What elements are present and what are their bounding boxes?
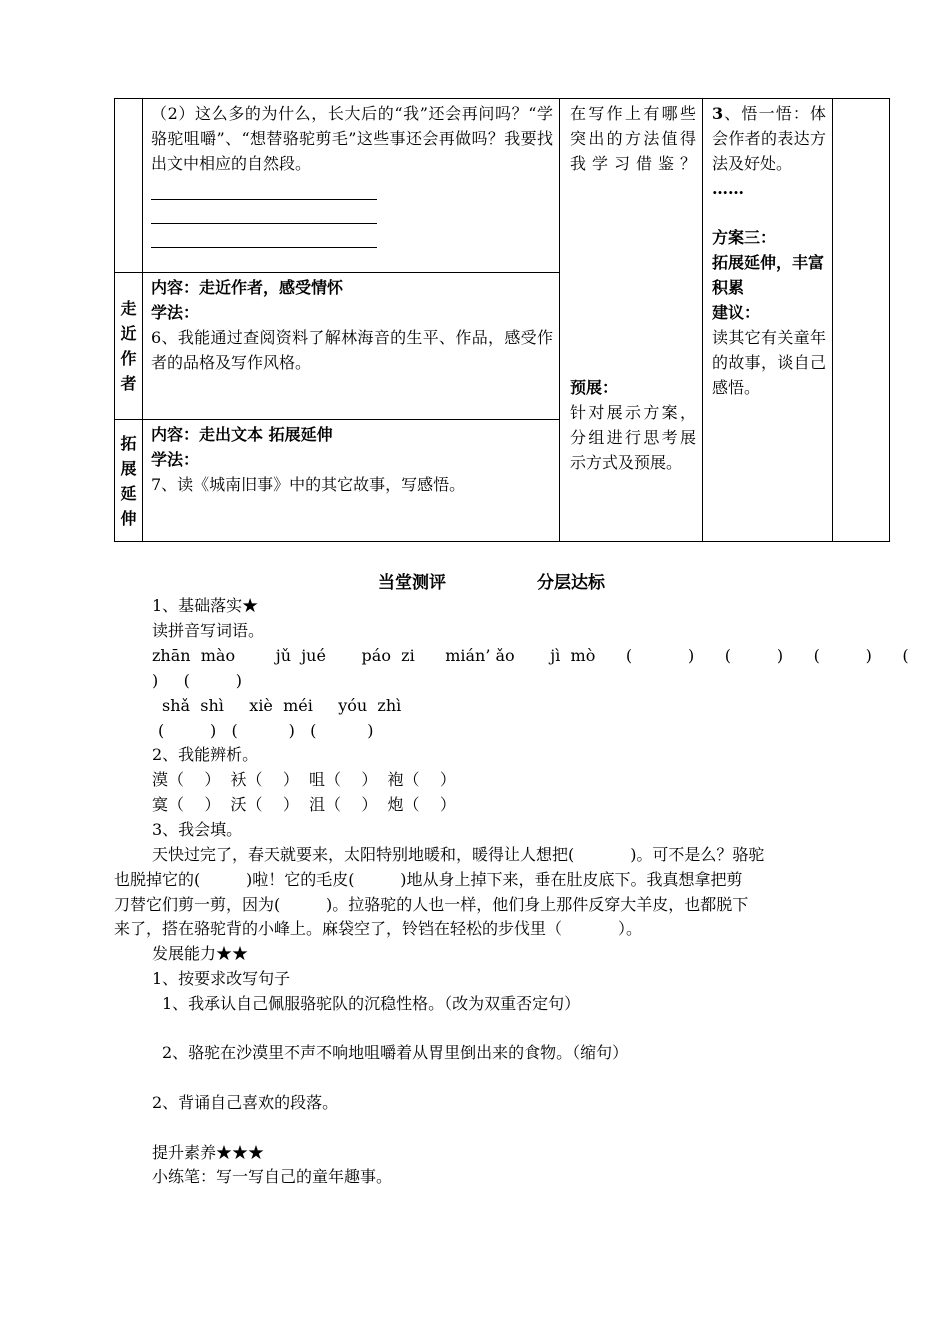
fill-paragraph-line-4: 来了，搭在骆驼背的小峰上。麻袋空了，铃铛在轻松的步伐里（ ）。 — [114, 919, 642, 938]
plan-three-title: 拓展延伸，丰富积累 — [712, 253, 825, 297]
pinyin-line-1: zhān mào jǔ jué páo zi mián’ ǎo jì mò ( ) ( ) ( ) ( — [152, 646, 909, 665]
plan-three-label: 方案三： — [712, 228, 777, 247]
row2-method-label: 学法： — [151, 303, 200, 322]
fill-heading: 3、我会填。 — [152, 820, 243, 839]
test-title-left: 当堂测评 — [378, 573, 446, 593]
realize-item: 3、悟一悟：体会作者的表达方法及好处。 — [712, 104, 826, 173]
recite-item: 2、背诵自己喜欢的段落。 — [152, 1093, 339, 1112]
practice-writing: 小练笔：写一写自己的童年趣事。 — [152, 1167, 393, 1186]
pinyin-instruction: 读拼音写词语。 — [152, 621, 265, 640]
fill-paragraph-line-1: 天快过完了，春天就要来，太阳特别地暖和，暖得让人想把( )。可不是么？骆驼 — [152, 845, 765, 864]
develop-heading: 发展能力★★ — [152, 944, 249, 963]
basic-heading: 1、基础落实★ — [152, 596, 259, 615]
preview-label: 预展： — [570, 378, 619, 397]
row3-content-cell — [143, 420, 560, 542]
writing-method-cell — [560, 99, 703, 542]
row3-method-label: 学法： — [151, 450, 200, 469]
suggestion-text: 读其它有关童年的故事，谈自己感悟。 — [712, 328, 826, 397]
distinguish-heading: 2、我能辨析。 — [152, 745, 259, 764]
answer-line-1[interactable] — [151, 176, 377, 200]
question-2-text: （2）这么多的为什么，长大后的“我”还会再问吗？“学骆驼咀嚼”、“想替骆驼剪毛”这些事还会再做吗？我要找出文中相应的自然段。 — [151, 104, 553, 173]
row2-content-label: 内容：走近作者，感受情怀 — [151, 278, 344, 297]
fill-paragraph-line-2: 也脱掉它的( )啦！它的毛皮( )地从身上掉下来，垂在肚皮底下。我真想拿把剪 — [114, 870, 743, 889]
rewrite-item-1: 1、我承认自己佩服骆驼队的沉稳性格。（改为双重否定句） — [162, 994, 581, 1013]
pinyin-line-1-wrap: ) ( ) — [152, 671, 242, 690]
improve-heading: 提升素养★★★ — [152, 1143, 265, 1162]
fill-paragraph-line-3: 刀替它们剪一剪，因为( )。拉骆驼的人也一样，他们身上那件反穿大羊皮，也都脱下 — [114, 895, 749, 914]
suggestion-label: 建议： — [712, 303, 761, 322]
side-cell-blank — [115, 99, 143, 273]
row3-content-label: 内容：走出文本 拓展延伸 — [151, 425, 333, 444]
row3-item-7: 7、读《城南旧事》中的其它故事，写感悟。 — [151, 475, 466, 494]
pinyin-line-2: shǎ shì xiè méi yóu zhì — [162, 696, 402, 715]
row2-content-cell — [143, 273, 560, 420]
rewrite-heading: 1、按要求改写句子 — [152, 969, 291, 988]
empty-column-cell — [833, 99, 890, 542]
answer-line-3[interactable] — [151, 224, 377, 248]
ellipsis: …… — [712, 179, 744, 198]
test-title-right: 分层达标 — [537, 573, 605, 593]
writing-question: 在写作上有哪些突出的方法值得我学习借鉴？ — [570, 104, 696, 173]
answer-line-2[interactable] — [151, 200, 377, 224]
distinguish-row-1: 漠（ ） 袄（ ） 咀（ ） 袍（ ） — [152, 770, 456, 789]
side-label-approach-author: 走近作者 — [115, 273, 143, 420]
plan-three-cell — [703, 99, 833, 542]
lesson-table — [114, 98, 890, 542]
side-label-extend: 拓展延伸 — [115, 420, 143, 542]
row1-content-cell — [143, 99, 560, 273]
row2-item-6: 6、我能通过查阅资料了解林海音的生平、作品，感受作者的品格及写作风格。 — [151, 328, 553, 372]
preview-text: 针对展示方案，分组进行思考展示方式及预展。 — [570, 403, 696, 472]
distinguish-row-2: 寞（ ） 沃（ ） 沮（ ） 炮（ ） — [152, 795, 456, 814]
rewrite-item-2: 2、骆驼在沙漠里不声不响地咀嚼着从胃里倒出来的食物。（缩句） — [162, 1043, 629, 1062]
pinyin-line-2-blanks: ( ) ( ) ( ) — [158, 721, 374, 740]
